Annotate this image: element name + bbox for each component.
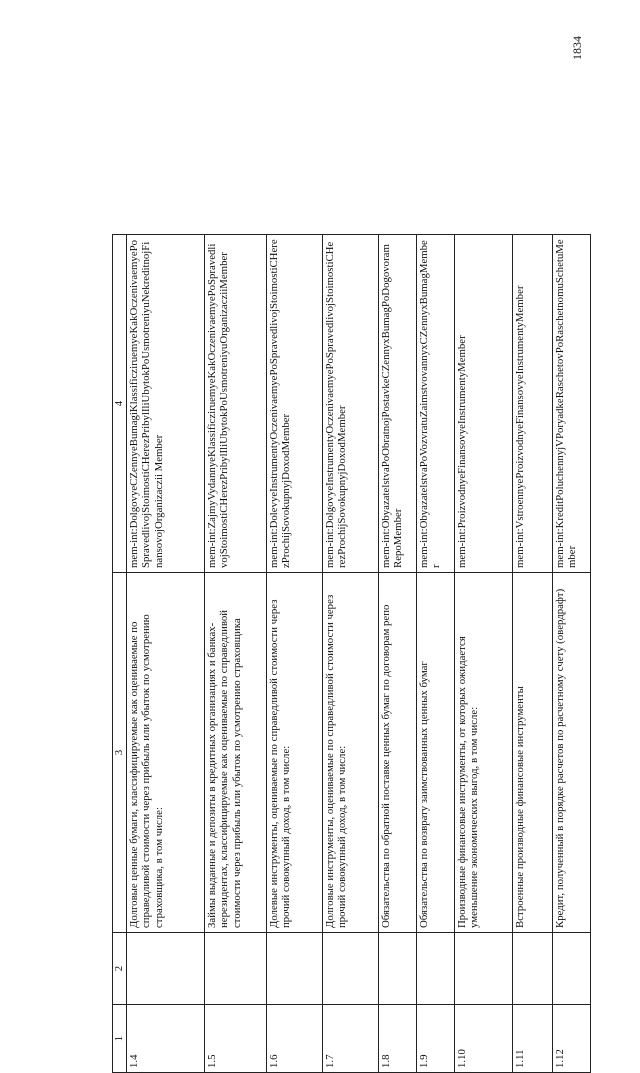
row-col2-cell bbox=[512, 933, 552, 1005]
row-number-cell: 1.10 bbox=[454, 1005, 512, 1073]
table-row bbox=[204, 235, 266, 1073]
header-col-1: 1 bbox=[113, 1005, 127, 1073]
data-table bbox=[112, 234, 591, 1073]
row-number-cell: 1.12 bbox=[552, 1005, 590, 1073]
row-code-cell: mem-int:ObyazatelstvaPoVozvratuZaimstvovannyxCZennyxBumagMember bbox=[416, 235, 454, 573]
header-col-2: 2 bbox=[113, 933, 127, 1005]
rotated-table-sheet bbox=[112, 235, 592, 1073]
row-number-cell: 1.6 bbox=[266, 1005, 322, 1073]
row-col2-cell bbox=[322, 933, 378, 1005]
row-description-cell: Встроенные производные финансовые инструменты bbox=[512, 573, 552, 933]
table-row bbox=[416, 235, 454, 1073]
row-col2-cell bbox=[266, 933, 322, 1005]
table-row bbox=[126, 235, 204, 1073]
table-row bbox=[454, 235, 512, 1073]
row-code-cell: mem-int:DolevyeInstrumentyOczenivaemyePoSpravedlivojStoimostiCHerezProchijSovokupnyjDoxodMember bbox=[266, 235, 322, 573]
table-row bbox=[322, 235, 378, 1073]
row-number-cell: 1.11 bbox=[512, 1005, 552, 1073]
row-col2-cell bbox=[126, 933, 204, 1005]
row-description-cell: Долговые ценные бумаги, классифицируемые как оцениваемые по справедливой стоимости через прибыль или убыток по усмотрению страховщика, в том числе: bbox=[126, 573, 204, 933]
row-description-cell: Кредит, полученный в порядке расчетов по расчетному счету (овердрафт) bbox=[552, 573, 590, 933]
header-row bbox=[113, 235, 127, 1073]
table-row bbox=[266, 235, 322, 1073]
row-number-cell: 1.5 bbox=[204, 1005, 266, 1073]
row-code-cell: mem-int:ZajmyVydannyeKlassificziruemyeKakOczenivaemyePoSpravedlivojStoimostiCHerezPribylIliUbytokPoUsmotreniyuOrganizacziiMember bbox=[204, 235, 266, 573]
table-row bbox=[552, 235, 590, 1073]
row-code-cell: mem-int:DolgovyeCZennyeBumagiKlassificziruemyeKakOczenivaemyePoSpravedlivojStoimostiCHerezPribylIliUbytokPoUsmotreniyuNekreditnojFinansovojOrganizaczii Member bbox=[126, 235, 204, 573]
row-code-cell: mem-int:VstroennyeProizvodnyeFinansovyeInstrumentyMember bbox=[512, 235, 552, 573]
header-col-3: 3 bbox=[113, 573, 127, 933]
row-number-cell: 1.4 bbox=[126, 1005, 204, 1073]
row-number-cell: 1.7 bbox=[322, 1005, 378, 1073]
row-col2-cell bbox=[416, 933, 454, 1005]
row-col2-cell bbox=[552, 933, 590, 1005]
row-number-cell: 1.9 bbox=[416, 1005, 454, 1073]
row-description-cell: Долевые инструменты, оцениваемые по справедливой стоимости через прочий совокупный доход, в том числе: bbox=[266, 573, 322, 933]
header-col-4: 4 bbox=[113, 235, 127, 573]
row-description-cell: Обязательства по обратной поставке ценных бумаг по договорам репо bbox=[378, 573, 416, 933]
table-row bbox=[512, 235, 552, 1073]
table-row bbox=[378, 235, 416, 1073]
page-number: 1834 bbox=[570, 36, 584, 60]
row-col2-cell bbox=[204, 933, 266, 1005]
row-description-cell: Долговые инструменты, оцениваемые по справедливой стоимости через прочий совокупный доход, в том числе: bbox=[322, 573, 378, 933]
row-description-cell: Займы выданные и депозиты в кредитных организациях и банках-нерезидентах, классифицируемые как оцениваемые по справедливой стоимости через прибыль или убыток по усмотрению страховщика bbox=[204, 573, 266, 933]
row-code-cell: mem-int:KreditPoluchennyjVPoryadkeRaschetovPoRaschetnomuSchetuMember bbox=[552, 235, 590, 573]
page-number-wrap bbox=[570, 36, 600, 100]
row-col2-cell bbox=[378, 933, 416, 1005]
row-code-cell: mem-int:DolgovyeInstrumentyOczenivaemyePoSpravedlivojStoimostiCHerezProchijSovokupnyjDoxodMember bbox=[322, 235, 378, 573]
row-code-cell: mem-int:ProizvodnyeFinansovyeInstrumentyMember bbox=[454, 235, 512, 573]
row-description-cell: Обязательства по возврату заимствованных ценных бумаг bbox=[416, 573, 454, 933]
row-col2-cell bbox=[454, 933, 512, 1005]
row-code-cell: mem-int:ObyazatelstvaPoObratnojPostavkeCZennyxBumagPoDogovoramRepoMember bbox=[378, 235, 416, 573]
row-number-cell: 1.8 bbox=[378, 1005, 416, 1073]
row-description-cell: Производные финансовые инструменты, от которых ожидается уменьшение экономических выгод, в том числе: bbox=[454, 573, 512, 933]
